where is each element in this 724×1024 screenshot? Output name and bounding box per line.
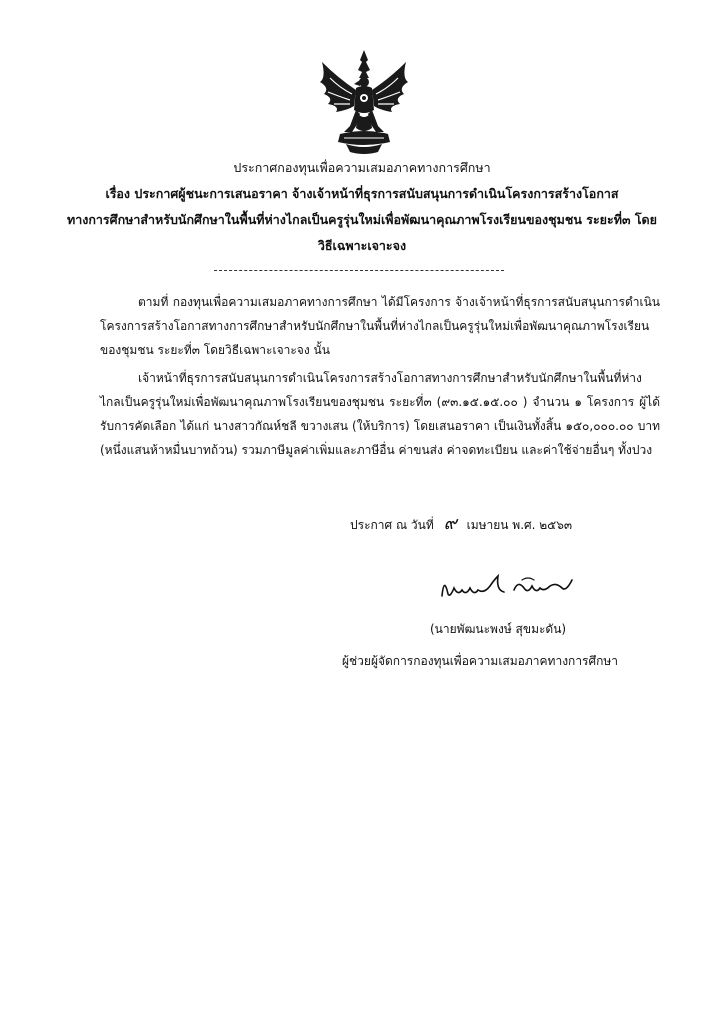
subject-line-1: เรื่อง ประกาศผู้ชนะการเสนอราคา จ้างเจ้าหน้าที่ธุรการสนับสนุนการดำเนินโครงการสร้างโอกาส xyxy=(105,186,619,201)
signer-title: ผู้ช่วยผู้จัดการกองทุนเพื่อความเสมอภาคทางการศึกษา xyxy=(342,654,619,668)
subject-line-3: วิธีเฉพาะเจาะจง xyxy=(317,238,407,253)
handwritten-signature-icon xyxy=(438,566,578,606)
announcement-date xyxy=(350,508,572,537)
signer-name: (นายพัฒนะพงษ์ สุขมะดัน) xyxy=(430,622,567,636)
paragraph-1-text: ตามที่ กองทุนเพื่อความเสมอภาคทางการศึกษา ได้มีโครงการ จ้างเจ้าหน้าที่ธุรการสนับสนุนการดำเนินโครงการสร้างโอกาสทางการศึกษาสำหรับนักศึกษาในพื้นที่ห่างไกลเป็นครูรุ่นใหม่เพื่อพัฒนาคุณภาพโรงเรียนของชุมชน ระยะที่๓ โดยวิธีเฉพาะเจาะจง นั้น xyxy=(100,295,660,357)
garuda-emblem-icon xyxy=(316,48,412,156)
subject-line-2: ทางการศึกษาสำหรับนักศึกษาในพื้นที่ห่างไกลเป็นครูรุ่นใหม่เพื่อพัฒนาคุณภาพโรงเรียนของชุมชน ระยะที่๓ โดย xyxy=(66,212,658,227)
divider-line xyxy=(214,270,504,271)
paragraph-2 xyxy=(100,366,660,462)
date-month-year: เมษายน พ.ศ. ๒๕๖๓ xyxy=(466,518,573,532)
organization-line: ประกาศกองทุนเพื่อความเสมอภาคทางการศึกษา xyxy=(233,160,491,175)
paragraph-1 xyxy=(100,290,660,362)
paragraph-2-text: เจ้าหน้าที่ธุรการสนับสนุนการดำเนินโครงการสร้างโอกาสทางการศึกษาสำหรับนักศึกษาในพื้นที่ห่างไกลเป็นครูรุ่นใหม่เพื่อพัฒนาคุณภาพโรงเรียนของชุมชน ระยะที่๓ (๙๓.๑๕.๑๕.๐๐ ) จำนวน ๑ โครงการ ผู้ได้รับการคัดเลือก ได้แก่ นางสาวกัณห์ชลี ขวางเสน (ให้บริการ) โดยเสนอราคา เป็นเงินทั้งสิ้น ๑๕๐,๐๐๐.๐๐ บาท (หนึ่งแสนห้าหมื่นบาทถ้วน) รวมภาษีมูลค่าเพิ่มและภาษีอื่น ค่าขนส่ง ค่าจดทะเบียน และค่าใช้จ่ายอื่นๆ ทั้งปวง xyxy=(100,371,660,457)
date-prefix: ประกาศ ณ วันที่ xyxy=(350,518,434,532)
date-day: ๙ xyxy=(443,513,457,534)
